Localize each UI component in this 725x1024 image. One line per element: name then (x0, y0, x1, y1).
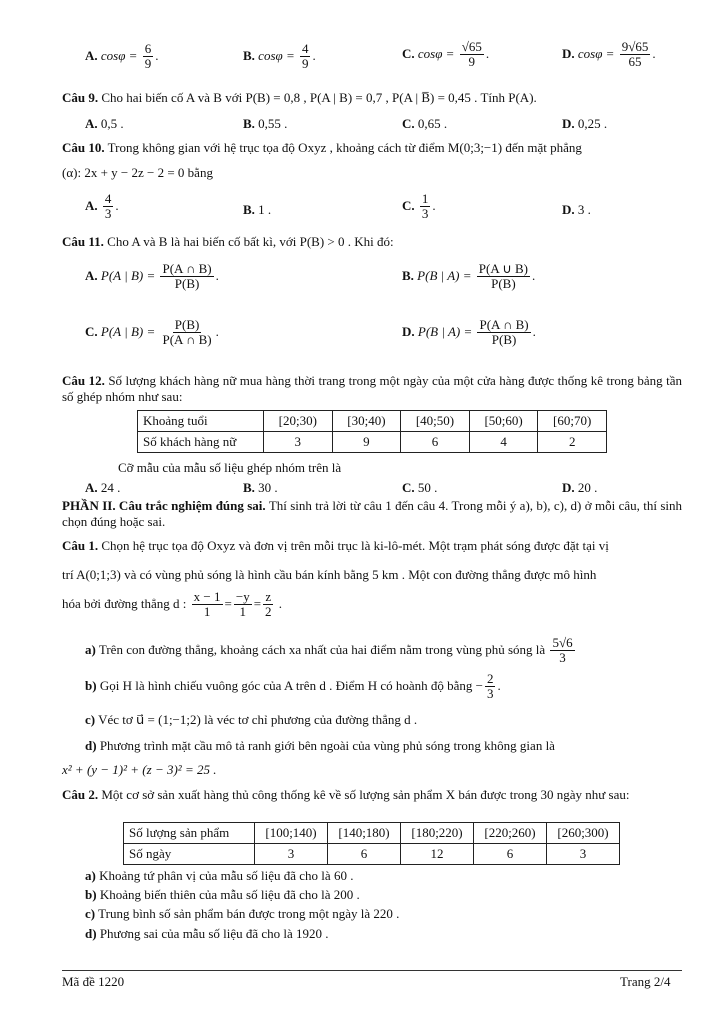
q10-option-b: B. 1 . (243, 202, 272, 217)
q8-d-fraction: $\frac{9√65}{65}$ (621, 39, 649, 70)
table-row: Số ngày 3 6 12 6 3 (124, 844, 620, 865)
part2-heading: PHẦN II. Câu trắc nghiệm đúng sai. Thí sinh trả lời từ câu 1 đến câu 4. Trong mỗi ý a), b), c), d) ở mỗi câu, thí sinh chọn đúng hoặc sai. (62, 498, 683, 530)
p2q1-sphere-equation: x² + (y − 1)² + (z − 3)² = 25 . (62, 762, 217, 777)
p2q2-item-b: b) Khoảng biến thiên của mẫu số liệu đã cho là 200 . (85, 887, 360, 902)
q8-a-fraction: $\frac{6}{9}$ (144, 41, 152, 72)
q12-question: Cỡ mẫu của mẫu số liệu ghép nhóm trên là (118, 460, 342, 475)
p2q2-item-c: c) Trung bình số sản phẩm bán được trong một ngày là 220 . (85, 906, 400, 921)
footer-divider (62, 970, 682, 971)
q12-stem: Câu 12. Số lượng khách hàng nữ mua hàng thời trang trong một ngày của một cửa hàng được thống kê trong bảng tần số ghép nhóm như sau: (62, 373, 682, 405)
p2q1-item-d: d) Phương trình mặt cầu mô tả ranh giới bên ngoài của vùng phủ sóng trong không gian là (85, 738, 555, 753)
q9-option-c: C. 0,65 . (402, 116, 448, 131)
q8-b-fraction: $\frac{4}{9}$ (301, 41, 309, 72)
q11-option-c: C. P(A | B) = $\frac{P(B)}{P(A \cap B)}$ . (85, 317, 219, 348)
q9-option-b: B. 0,55 . (243, 116, 288, 131)
q8-c-fraction: $\frac{√65}{9}$ (461, 39, 482, 70)
q10-option-c: C. $\frac{1}{3}$ . (402, 191, 436, 222)
q8-option-a: A. cosφ = $\frac{6}{9}$ . (85, 41, 159, 72)
q12-table (137, 410, 607, 453)
p2q1-item-a: a) Trên con đường thẳng, khoảng cách xa nhất của hai điểm nằm trong vùng phủ sóng là $\frac{5√6}{3}$ (85, 635, 573, 666)
q9-option-a: A. 0,5 . (85, 116, 124, 131)
p2q1-item-b: b) Gọi H là hình chiếu vuông góc của A trên d . Điểm H có hoành độ bằng − $\frac{2}{3}$ . (85, 671, 501, 702)
q10-option-d: D. 3 . (562, 202, 591, 217)
p2q2-item-a: a) Khoảng tứ phân vị của mẫu số liệu đã cho là 60 . (85, 868, 354, 883)
p2q1-stem-line1: Câu 1. Chọn hệ trục tọa độ Oxyz và đơn vị trên mỗi trục là ki-lô-mét. Một trạm phát sóng được đặt tại vị (62, 538, 609, 553)
exam-code: Mã đề 1220 (62, 974, 125, 989)
q12-option-b: B. 30 . (243, 480, 278, 495)
q8-option-b: B. cosφ = $\frac{4}{9}$ . (243, 41, 316, 72)
q10-stem-line2: (α): 2x + y − 2z − 2 = 0 bằng (62, 165, 213, 180)
q10-stem-line1: Câu 10. Trong không gian với hệ trục tọa độ Oxyz , khoảng cách từ điểm M(0;3;−1) đến mặt phẳng (62, 140, 582, 155)
page-number: Trang 2/4 (620, 974, 671, 989)
p2q2-item-d: d) Phương sai của mẫu số liệu đã cho là 1920 . (85, 926, 329, 941)
q11-option-b: B. P(B | A) = $\frac{P(A \cup B)}{P(B)}$ . (402, 261, 536, 292)
q12-option-a: A. 24 . (85, 480, 121, 495)
q12-option-d: D. 20 . (562, 480, 598, 495)
table-row: Khoảng tuổi [20;30) [30;40) [40;50) [50;60) [60;70) (138, 411, 607, 432)
p2q1-stem-line2: trí A(0;1;3) và có vùng phủ sóng là hình cầu bán kính bằng 5 km . Một con đường thẳng được mô hình (62, 567, 597, 582)
q11-stem: Câu 11. Cho A và B là hai biến cố bất kì, với P(B) > 0 . Khi đó: (62, 234, 394, 249)
p2q2-stem: Câu 2. Một cơ sở sản xuất hàng thủ công thống kê về số lượng sản phẩm X bán được trong 30 ngày như sau: (62, 787, 630, 802)
q12-option-c: C. 50 . (402, 480, 438, 495)
q9-option-d: D. 0,25 . (562, 116, 608, 131)
p2q1-item-c: c) Véc tơ u⃗ = (1;−1;2) là véc tơ chỉ phương của đường thẳng d . (85, 712, 418, 727)
q8-option-d: D. cosφ = $\frac{9√65}{65}$ . (562, 39, 656, 70)
q11-option-a: A. P(A | B) = $\frac{P(A \cap B)}{P(B)}$ . (85, 261, 219, 292)
p2q2-table (123, 822, 620, 865)
table-row: Số lượng sản phẩm [100;140) [140;180) [180;220) [220;260) [260;300) (124, 823, 620, 844)
q10-option-a: A. $\frac{4}{3}$ . (85, 191, 119, 222)
q9-stem: Câu 9. Cho hai biến cố A và B với P(B) = 0,8 , P(A | B) = 0,7 , P(A | B̅) = 0,45 . Tính P(A). (62, 90, 537, 105)
p2q1-line-equation: hóa bởi đường thẳng d : $\frac{x - 1}{1}$ = $\frac{-y}{1}$ = $\frac{z}{2}$ . (62, 589, 283, 620)
q8-option-c: C. cosφ = $\frac{√65}{9}$ . (402, 39, 490, 70)
q11-option-d: D. P(B | A) = $\frac{P(A \cap B)}{P(B)}$ . (402, 317, 536, 348)
table-row: Số khách hàng nữ 3 9 6 4 2 (138, 432, 607, 453)
